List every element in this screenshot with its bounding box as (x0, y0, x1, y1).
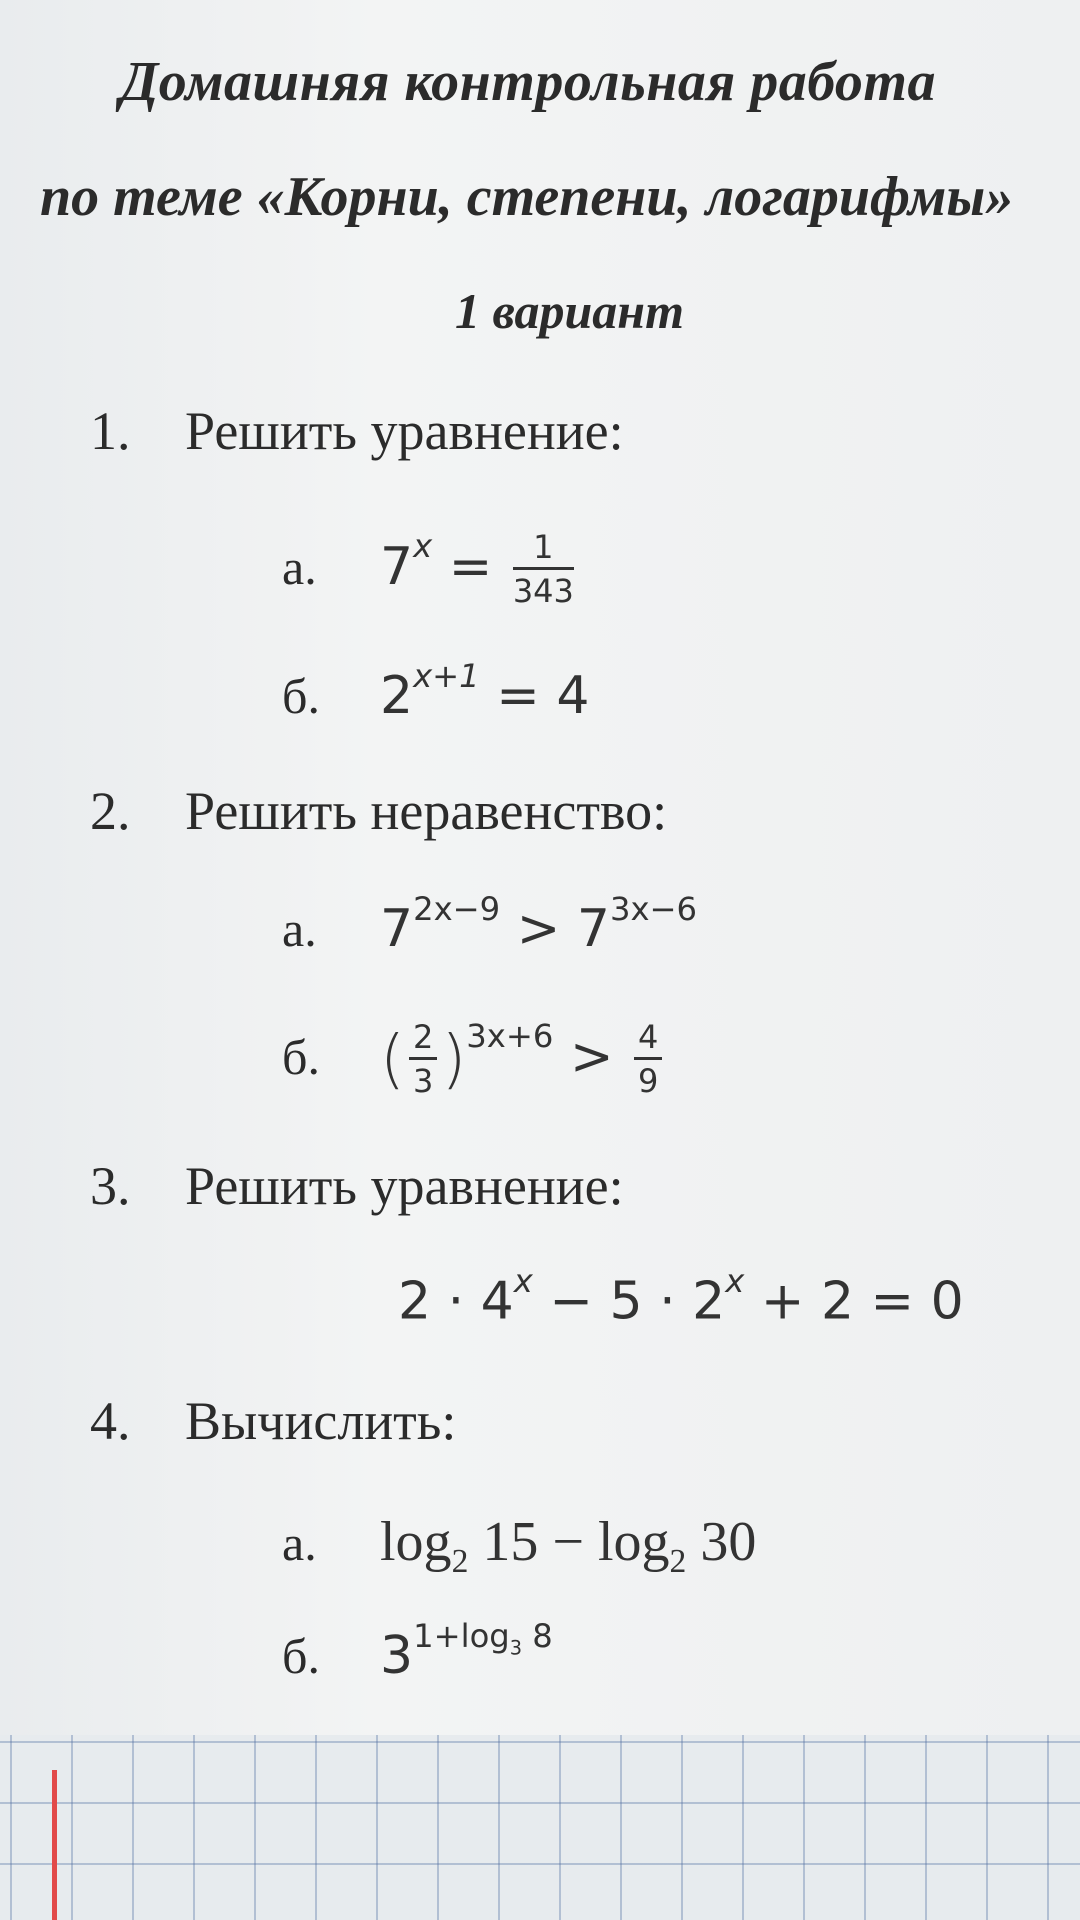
task-label: Решить уравнение: (185, 1156, 624, 1216)
item-letter: а. (282, 538, 317, 595)
grid-paper (0, 1735, 1080, 1920)
fraction: $\frac{1}{343}$ (512, 528, 574, 611)
math-expression: $3^{1+log_3 8}$ (380, 1616, 553, 1687)
item-letter: б. (282, 668, 320, 725)
task-label: Решить неравенство: (185, 781, 668, 841)
task-3-equation: $2 \cdot 4^x - 5 \cdot 2^x + 2 = 0$ (398, 1261, 964, 1332)
item-letter: а. (282, 901, 317, 958)
red-margin-line (52, 1770, 57, 1920)
task-2b (282, 1017, 666, 1101)
task-number: 1. (90, 401, 131, 461)
task-label: Вычислить: (185, 1391, 457, 1451)
task-label: Решить уравнение: (185, 401, 624, 461)
task-1b (282, 656, 590, 727)
task-number: 2. (90, 781, 131, 841)
item-letter: а. (282, 1515, 317, 1571)
fraction: $\frac{2}{3}$ (409, 1020, 437, 1099)
task-number: 4. (90, 1391, 131, 1451)
task-1a (282, 527, 578, 611)
task-4-heading (90, 1390, 456, 1452)
task-number: 3. (90, 1156, 131, 1216)
page-subtitle: по теме «Корни, степени, логарифмы» (40, 166, 1014, 228)
task-4b (282, 1616, 553, 1687)
task-3-heading (90, 1155, 624, 1217)
task-1-heading (90, 400, 624, 462)
math-expression: $7^{2x-9} > 7^{3x-6}$ (380, 889, 698, 960)
math-expression: ( $\frac{2}{3}$ )$^{3x+6}$ > $\frac{4}{9}$ (380, 1027, 666, 1087)
item-letter: б. (282, 1028, 320, 1085)
task-2-heading (90, 780, 667, 842)
math-expression: $\log_2 15 - \log_2 30$ (380, 1511, 757, 1581)
math-expression: 7$^x$ = $\frac{1}{343}$ (380, 527, 574, 611)
math-expression: $2^{x+1} = 4$ (380, 656, 590, 727)
item-letter: б. (282, 1628, 320, 1685)
variant-label: 1 вариант (455, 283, 684, 339)
page-title: Домашняя контрольная работа (120, 51, 936, 113)
task-2a (282, 889, 698, 960)
task-4a (282, 1510, 756, 1581)
fraction: $\frac{4}{9}$ (634, 1020, 662, 1099)
